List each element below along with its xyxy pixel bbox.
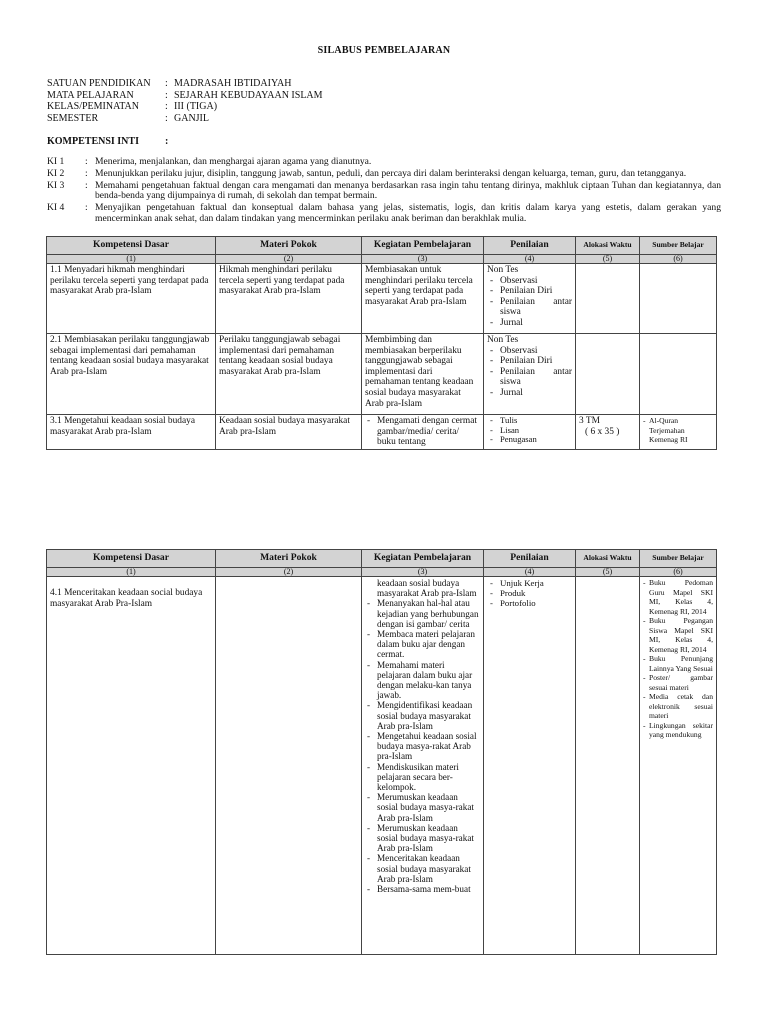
kegiatan-cell: Membimbing dan membiasakan berperilaku tanggungjawab sebagai implementasi dari pemahaman tentang keadaan sosial budaya masyarakat Arab pra-Islam — [362, 334, 484, 415]
sumber-cell — [640, 264, 717, 334]
list-item: - Al-Quran Terjemahan Kemenag RI — [643, 416, 713, 445]
list-item: - Media cetak dan elektronik sesuai materi — [643, 692, 713, 721]
column-number: (5) — [576, 255, 640, 264]
column-number-row — [47, 255, 717, 264]
table-header-row — [47, 550, 717, 568]
sumber-list — [643, 416, 713, 445]
ki-text: Menunjukkan perilaku jujur, disiplin, tanggung jawab, santun, peduli, dan percaya diri dalam berinteraksi dengan keluarga, teman, guru, dan tetangganya. — [95, 167, 687, 179]
list-item: - Bersama-sama mem-buat — [365, 884, 480, 894]
list-item: - Lingkungan sekitar yang mendukung — [643, 721, 713, 740]
list-item: - Mendiskusikan materi pelajaran secara ber-kelompok. — [365, 762, 480, 793]
ki-separator: : — [85, 156, 88, 167]
column-number: (5) — [576, 568, 640, 577]
ki-item — [47, 181, 721, 203]
sumber-cell — [640, 415, 717, 450]
table-row — [47, 577, 717, 955]
table-row — [47, 334, 717, 415]
column-number: (2) — [216, 568, 362, 577]
ki-item — [47, 169, 721, 180]
list-item: - Mengetahui keadaan sosial budaya masya-rakat Arab pra-Islam — [365, 731, 480, 762]
header-kegiatan: Kegiatan Pembelajaran — [362, 237, 484, 255]
column-number: (6) — [640, 255, 717, 264]
column-number: (1) — [47, 255, 216, 264]
list-item: - Buku Pegangan Siswa Mapel SKI MI, Kelas 4, Kemenag RI, 2014 — [643, 616, 713, 654]
header-sumber-belajar: Sumber Belajar — [640, 550, 717, 568]
kd-cell: 1.1 Menyadari hikmah menghindari perilaku tercela seperti yang terdapat pada masyarakat Arab pra-Islam — [47, 264, 216, 334]
list-item: - Merumuskan keadaan sosial budaya masya-rakat Arab pra-Islam — [365, 792, 480, 823]
materi-cell: Perilaku tanggungjawab sebagai implementasi dari pemahaman tentang keadaan sosial budaya masyarakat Arab pra-Islam — [216, 334, 362, 415]
column-number: (6) — [640, 568, 717, 577]
alokasi-tm: 3 TM — [579, 416, 600, 426]
ki-text: Menerima, menjalankan, dan menghargai ajaran agama yang dianutnya. — [95, 156, 372, 167]
ki-code: KI 3 — [47, 179, 65, 191]
kd-cell: 4.1 Menceritakan keadaan social budaya masyarakat Arab Pra-Islam — [47, 577, 216, 955]
penilaian-list — [487, 416, 572, 445]
list-item: - Penilaian antar siswa — [487, 297, 572, 318]
syllabus-table-1 — [46, 236, 717, 450]
list-item: - Produk — [487, 588, 572, 598]
column-number: (3) — [362, 568, 484, 577]
kegiatan-continuation: keadaan sosial budaya masyarakat Arab pra-Islam — [377, 578, 477, 599]
identity-value: MADRASAH IBTIDAIYAH — [174, 78, 292, 89]
identity-label: SEMESTER — [47, 112, 99, 124]
list-item: - Menceritakan keadaan sosial budaya masyarakat Arab pra-Islam — [365, 853, 480, 884]
list-item: - Penugasan — [487, 435, 572, 445]
table-header-row — [47, 237, 717, 255]
penilaian-heading: Non Tes — [487, 335, 519, 345]
kegiatan-cell — [362, 577, 484, 955]
list-item: - Jurnal — [487, 388, 572, 399]
header-kegiatan: Kegiatan Pembelajaran — [362, 550, 484, 568]
identity-row-school — [47, 78, 323, 90]
kegiatan-cell: Membiasakan untuk menghindari perilaku tercela seperti yang terdapat pada masyarakat Arab pra-Islam — [362, 264, 484, 334]
table-row — [47, 415, 717, 450]
penilaian-cell — [484, 577, 576, 955]
list-item: - Membaca materi pelajaran dalam buku ajar dengan cermat. — [365, 629, 480, 660]
list-item: - Penilaian Diri — [487, 356, 572, 367]
ki-list — [47, 157, 721, 226]
list-item: - Mengidentifikasi keadaan sosial budaya masyarakat Arab pra-Islam — [365, 700, 480, 731]
ki-item — [47, 203, 721, 225]
column-number-row — [47, 568, 717, 577]
ki-heading-label: KOMPETENSI INTI — [47, 136, 139, 147]
table-row — [47, 264, 717, 334]
column-number: (4) — [484, 255, 576, 264]
penilaian-list — [487, 276, 572, 329]
column-number: (4) — [484, 568, 576, 577]
ki-separator: : — [85, 202, 88, 214]
list-item: - Mengamati dengan cermat gambar/media/ cerita/ buku tentang — [365, 416, 480, 448]
alokasi-cell — [576, 577, 640, 955]
list-item: - Poster/ gambar sesuai materi — [643, 673, 713, 692]
identity-value: SEJARAH KEBUDAYAAN ISLAM — [174, 89, 323, 101]
kd-cell: 2.1 Membiasakan perilaku tanggungjawab sebagai implementasi dari pemahaman tentang keadaan sosial budaya masyarakat Arab pra-Islam — [47, 334, 216, 415]
identity-value: III (TIGA) — [174, 101, 218, 112]
list-item: - Tulis — [487, 416, 572, 426]
column-number: (3) — [362, 255, 484, 264]
identity-separator: : — [165, 78, 168, 89]
ki-text: Menyajikan pengetahuan faktual dan konseptual dalam bahasa yang jelas, sistematis, logis, dan kritis dalam karya yang estetis, dalam gerakan yang mencerminkan anak sehat, dan dalam tindakan yang mencerminkan perilaku anak beriman dan berakhlak mulia. — [95, 202, 721, 224]
identity-row-subject — [47, 90, 323, 102]
ki-heading-colon: : — [165, 136, 169, 147]
sumber-list — [643, 578, 713, 740]
header-alokasi-waktu: Alokasi Waktu — [576, 550, 640, 568]
ki-separator: : — [85, 179, 88, 191]
ki-heading — [47, 136, 169, 147]
penilaian-cell — [484, 264, 576, 334]
sumber-cell — [640, 577, 717, 955]
identity-label: SATUAN PENDIDIKAN — [47, 78, 151, 89]
ki-item — [47, 157, 721, 168]
list-item: - Buku Penunjang Lainnya Yang Sesuai — [643, 654, 713, 673]
header-penilaian: Penilaian — [484, 550, 576, 568]
syllabus-table-2 — [46, 549, 717, 955]
list-item: - Menanyakan hal-hal atau kejadian yang berhubungan dengan isi gambar/ cerita — [365, 598, 480, 629]
header-materi-pokok: Materi Pokok — [216, 550, 362, 568]
kegiatan-list — [365, 416, 480, 448]
materi-cell: Hikmah menghindari perilaku tercela seperti yang terdapat pada masyarakat Arab pra-Islam — [216, 264, 362, 334]
ki-text: Memahami pengetahuan faktual dengan cara mengamati dan menanya berdasarkan rasa ingin tahu tentang dirinya, makhluk ciptaan Tuhan dan kegiatannya, dan benda-benda yang dijumpainya di rumah, di sekolah dan tempat bermain. — [95, 179, 721, 202]
list-item: - Unjuk Kerja — [487, 578, 572, 588]
document-title: SILABUS PEMBELAJARAN — [317, 45, 451, 56]
list-item: - Memahami materi pelajaran dalam buku ajar dengan melaku-kan tanya jawab. — [365, 660, 480, 701]
penilaian-cell — [484, 334, 576, 415]
identity-row-semester — [47, 113, 323, 125]
ki-separator: : — [85, 167, 88, 179]
list-item: - Jurnal — [487, 318, 572, 329]
header-materi-pokok: Materi Pokok — [216, 237, 362, 255]
list-item: - Merumuskan keadaan sosial budaya masya-rakat Arab pra-Islam — [365, 823, 480, 854]
ki-code: KI 2 — [47, 167, 65, 179]
materi-cell — [216, 577, 362, 955]
ki-code: KI 4 — [47, 202, 65, 214]
penilaian-list — [487, 578, 572, 608]
header-kompetensi-dasar: Kompetensi Dasar — [47, 237, 216, 255]
penilaian-list — [487, 346, 572, 399]
alokasi-cell — [576, 264, 640, 334]
penilaian-heading: Non Tes — [487, 265, 519, 275]
identity-label: KELAS/PEMINATAN — [47, 101, 139, 112]
identity-label: MATA PELAJARAN — [47, 89, 134, 101]
sumber-cell — [640, 334, 717, 415]
header-penilaian: Penilaian — [484, 237, 576, 255]
list-item: - Penilaian antar siswa — [487, 367, 572, 388]
alokasi-jp: ( 6 x 35 ) — [585, 426, 620, 437]
list-item: - Penilaian Diri — [487, 286, 572, 297]
header-sumber-belajar: Sumber Belajar — [640, 237, 717, 255]
identity-row-class — [47, 101, 323, 113]
identity-separator: : — [165, 101, 168, 112]
kd-cell: 3.1 Mengetahui keadaan sosial budaya masyarakat Arab pra-Islam — [47, 415, 216, 450]
column-number: (2) — [216, 255, 362, 264]
identity-separator: : — [165, 89, 168, 101]
list-item: - Observasi — [487, 346, 572, 357]
kegiatan-list — [365, 598, 480, 894]
alokasi-cell — [576, 415, 640, 450]
header-alokasi-waktu: Alokasi Waktu — [576, 237, 640, 255]
list-item: - Portofolio — [487, 598, 572, 608]
penilaian-cell — [484, 415, 576, 450]
ki-code: KI 1 — [47, 156, 65, 167]
list-item: - Lisan — [487, 426, 572, 436]
column-number: (1) — [47, 568, 216, 577]
header-kompetensi-dasar: Kompetensi Dasar — [47, 550, 216, 568]
identity-value: GANJIL — [174, 112, 209, 124]
list-item: - Observasi — [487, 276, 572, 287]
materi-cell: Keadaan sosial budaya masyarakat Arab pra-Islam — [216, 415, 362, 450]
alokasi-cell — [576, 334, 640, 415]
kegiatan-cell — [362, 415, 484, 450]
identity-block — [47, 78, 323, 124]
identity-separator: : — [165, 112, 168, 124]
list-item: - Buku Pedoman Guru Mapel SKI MI, Kelas 4, Kemenag RI, 2014 — [643, 578, 713, 616]
